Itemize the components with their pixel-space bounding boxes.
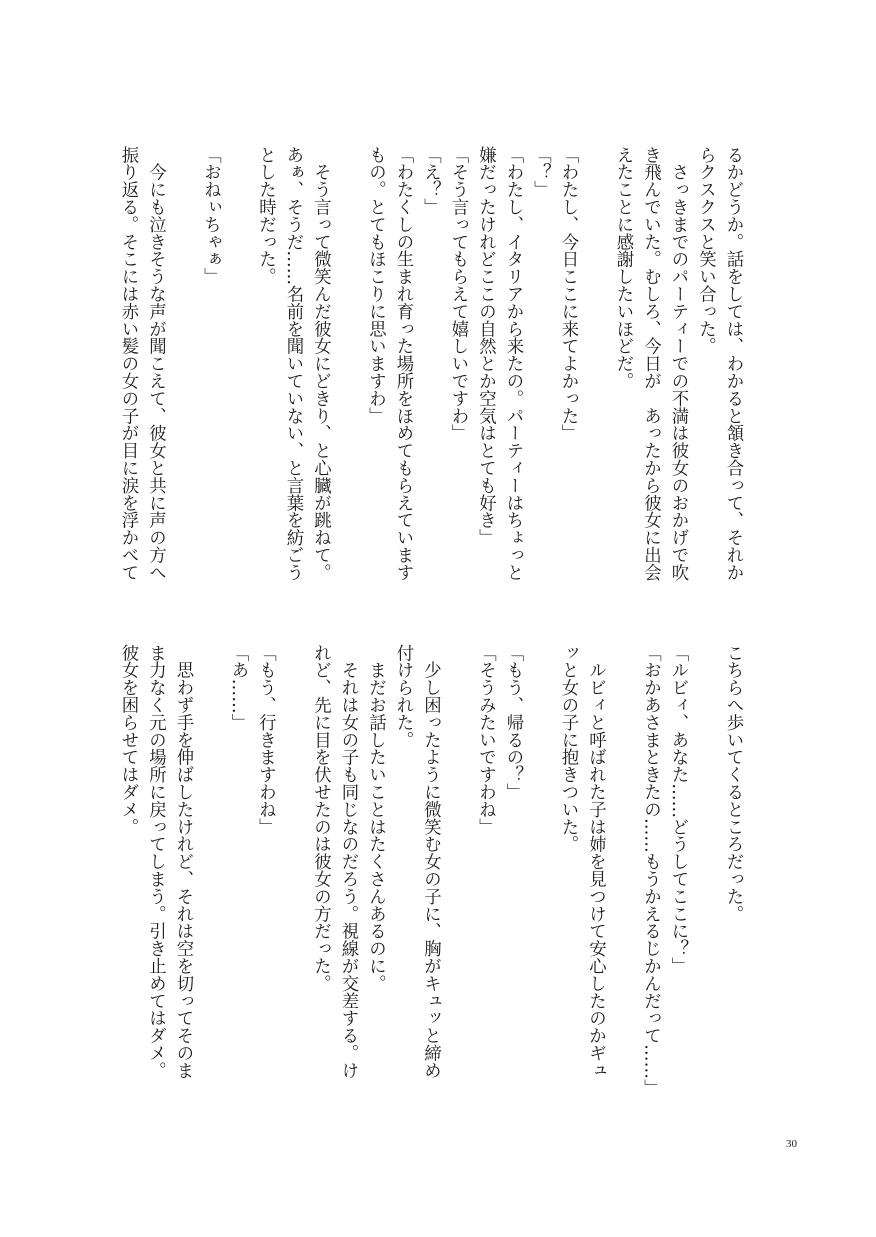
page-number: 30 (786, 1138, 797, 1150)
text-line: き飛んでいた。むしろ、今日が あったから彼女に出会 (640, 146, 661, 581)
text-line: とした時だった。 (255, 146, 276, 286)
text-line: 「もう、行きますわね」 (255, 644, 276, 836)
blank-line (196, 644, 224, 1084)
text-line: そう言って微笑んだ彼女にどきり、と心臓が跳ねて。 (310, 146, 331, 581)
text-line: もの。とてもほこりに思いますわ」 (365, 146, 386, 425)
text-line: 「ルビィ、あなた……どうしてここに？」 (668, 644, 688, 975)
text-line: 彼女を困らせてはダメ。 (118, 644, 138, 836)
blank-line (526, 644, 554, 1084)
text-line: ま力なく元の場所に戻ってしまう。引き止めてはダメ。 (145, 644, 166, 1079)
blank-line (581, 146, 609, 586)
text-line: まだお話したいことはたくさんあるのに。 (365, 644, 386, 992)
text-line: 「もう、帰るの？」 (503, 644, 523, 801)
text-line: 嫌だったけれどここの自然とか空気はとても好き」 (475, 146, 496, 547)
text-line: 「わたし、イタリアから来たの。パーティーはちょっと (503, 146, 523, 581)
text-line: るかどうか。話をしては、わかると頷き合って、それか (723, 146, 743, 581)
text-line: 思わず手を伸ばしたけれど、それは空を切ってそのま (173, 644, 193, 1079)
blank-line (609, 644, 637, 1084)
text-line: 「あ……」 (228, 644, 248, 731)
text-line: 「わたし、今日ここに来てよかった」 (558, 146, 578, 442)
text-line: あぁ、そうだ……名前を聞いていない、と言葉を紡ごう (283, 146, 303, 581)
text-line: それは女の子も同じなのだろう。視線が交差する。け (338, 644, 358, 1079)
text-line: こちらへ歩いてくるところだった。 (723, 644, 743, 923)
text-line: 今にも泣きそうな声が聞こえて、彼女と共に声の方へ (145, 146, 166, 581)
text-line: 「そう言ってもらえて嬉しいですわ」 (448, 146, 468, 442)
text-line: 付けられた。 (393, 644, 413, 749)
blank-line (224, 146, 252, 586)
blank-line (279, 644, 307, 1084)
text-line: 「え？」 (420, 146, 441, 216)
top-text-block (114, 146, 747, 586)
text-line: 「おかあさまときたの……もうかえるじかんだって……」 (640, 644, 661, 1097)
text-line: 振り返る。そこには赤い髪の女の子が目に涙を浮かべて (118, 146, 138, 581)
text-line: さっきまでのパーティーでの不満は彼女のおかげで吹 (668, 146, 688, 581)
text-line: 「わたくしの生まれ育った場所をほめてもらえています (393, 146, 413, 581)
text-line: ッと女の子に抱きついた。 (558, 644, 578, 853)
blank-line (334, 146, 362, 586)
text-line: 少し困ったように微笑む女の子に、胸がキュッと締め (420, 644, 441, 1079)
bottom-text-block (114, 644, 747, 1097)
text-line: 「そうみたいですわね」 (475, 644, 496, 836)
text-line: 「？」 (530, 146, 551, 199)
text-line: 「おねぃちゃぁ」 (200, 146, 221, 286)
text-line: れど、先に目を伏せたのは彼女の方だった。 (310, 644, 331, 992)
text-line: ルビィと呼ばれた子は姉を見つけて安心したのかギュ (585, 644, 606, 1079)
blank-line (691, 644, 719, 1084)
text-line: らクスクスと笑い合った。 (695, 146, 716, 355)
text-line: えたことに感謝したいほどだ。 (613, 146, 633, 390)
blank-line (169, 146, 197, 586)
blank-line (444, 644, 472, 1084)
